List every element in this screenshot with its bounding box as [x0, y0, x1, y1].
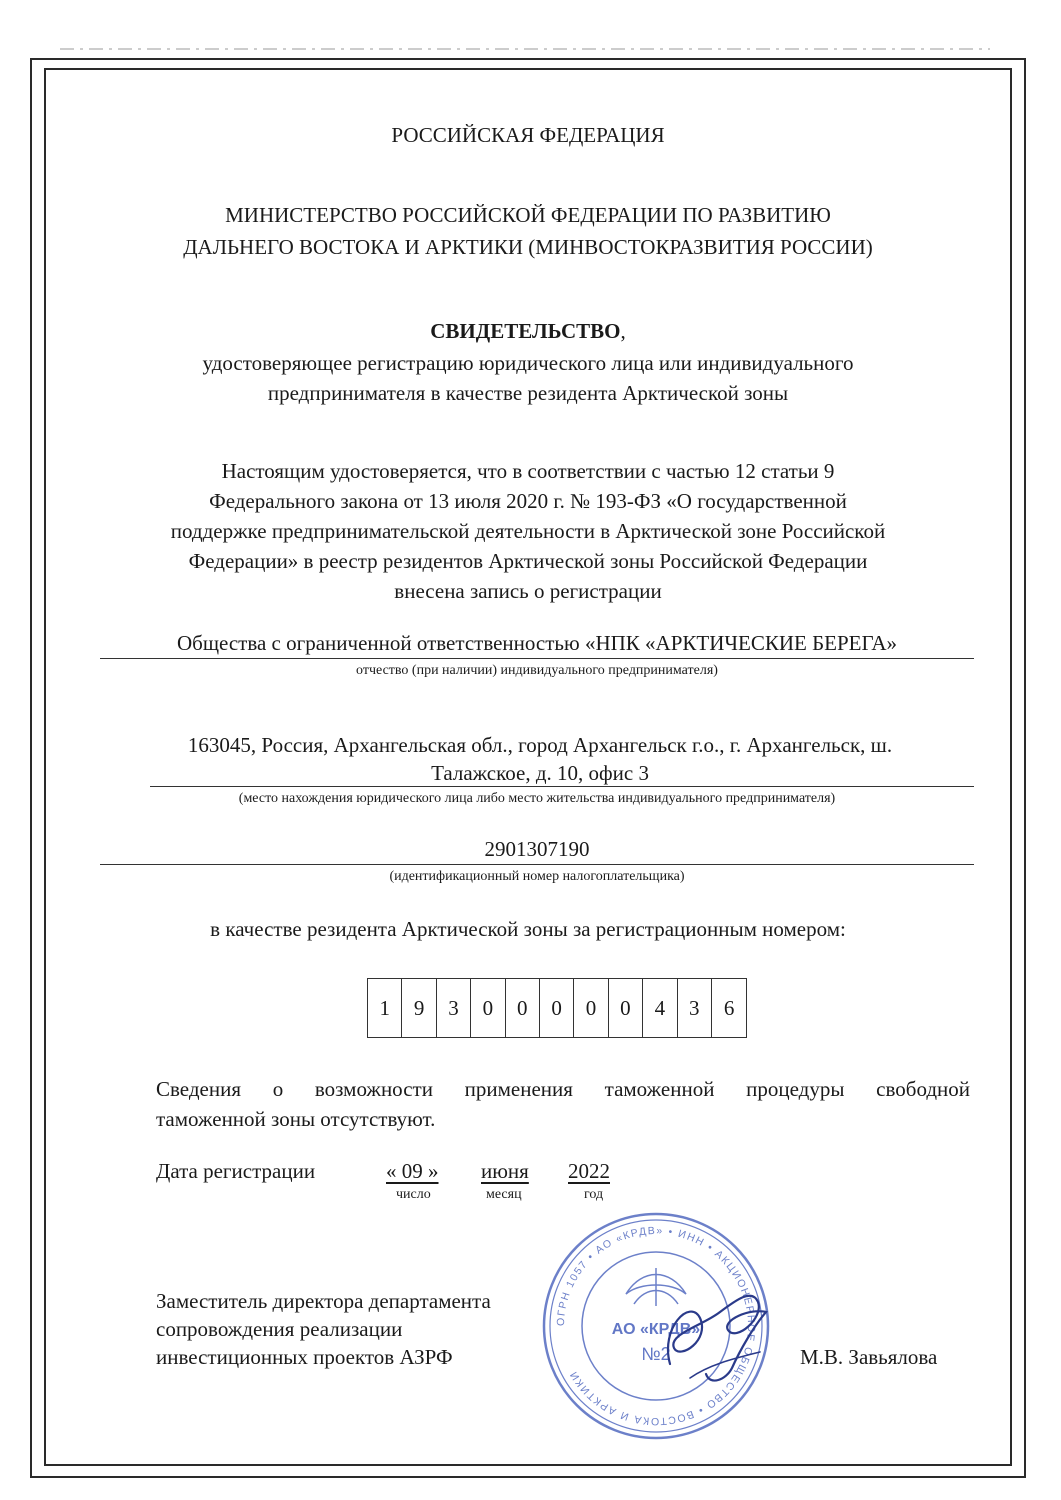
entity-caption: отчество (при наличии) индивидуального предпринимателя)	[356, 663, 718, 678]
reg-digit: 0	[471, 979, 505, 1037]
title-comma: ,	[620, 319, 626, 343]
title-sub-line2: предпринимателя в качестве резидента Арктической зоны	[267, 381, 789, 405]
reg-digit: 0	[540, 979, 574, 1037]
reg-digit: 3	[437, 979, 471, 1037]
address-line1: 163045, Россия, Архангельская обл., город Архангельск г.о., г. Архангельск, ш.	[187, 733, 893, 757]
date-month-caption: месяц	[486, 1187, 522, 1202]
date-month: июня	[481, 1159, 529, 1183]
customs-line1: Сведения о возможности применения таможенной процедуры свободной	[156, 1077, 970, 1101]
date-label: Дата регистрации	[156, 1159, 316, 1183]
body-line5: внесена запись о регистрации	[394, 579, 662, 603]
inn-value: 2901307190	[484, 837, 590, 861]
document-title	[44, 316, 1012, 346]
inn-underline	[100, 864, 974, 865]
signatory-name: М.В. Завьялова	[800, 1345, 938, 1369]
stamp-number: №2	[641, 1344, 671, 1364]
stamp-ring-text: ОГРН 1057 • АО «КРДВ» • ИНН • АКЦИОНЕРНОЕ ОБЩЕСТВО • ВОСТОКА И АРКТИКИ	[554, 1224, 758, 1428]
reg-digit: 0	[574, 979, 608, 1037]
date-day-caption: число	[396, 1187, 431, 1202]
address-line2: Талажское, д. 10, офис 3	[431, 761, 649, 785]
body-line2: Федерального закона от 13 июля 2020 г. № 193-ФЗ «О государственной	[209, 489, 847, 513]
address-underline	[150, 786, 974, 787]
stamp-center-text: АО «КРДВ»	[611, 1321, 701, 1338]
registration-number	[367, 978, 747, 1038]
date-year-caption: год	[584, 1187, 604, 1202]
handwritten-signature	[640, 1268, 780, 1398]
reg-digit: 0	[506, 979, 540, 1037]
entity-underline	[100, 658, 974, 659]
reg-digit: 3	[678, 979, 712, 1037]
date-year: 2022	[568, 1159, 610, 1183]
reg-digit: 4	[643, 979, 677, 1037]
address-caption: (место нахождения юридического лица либо место жительства индивидуального предпринимателя)	[238, 791, 836, 806]
title-main: СВИДЕТЕЛЬСТВО	[430, 319, 621, 343]
title-sub-line1: удостоверяющее регистрацию юридического лица или индивидуального	[202, 351, 854, 375]
signatory-line2: сопровождения реализации	[156, 1317, 403, 1341]
reg-digit: 9	[402, 979, 436, 1037]
reg-digit: 1	[368, 979, 402, 1037]
reg-digit: 0	[609, 979, 643, 1037]
country-heading: РОССИЙСКАЯ ФЕДЕРАЦИЯ	[391, 123, 665, 147]
signatory-line3: инвестиционных проектов АЗРФ	[156, 1345, 453, 1369]
body-line3: поддержке предпринимательской деятельности в Арктической зоне Российской	[170, 519, 886, 543]
signatory-line1: Заместитель директора департамента	[156, 1289, 491, 1313]
registration-intro: в качестве резидента Арктической зоны за регистрационным номером:	[210, 917, 846, 941]
date-day: « 09 »	[386, 1159, 439, 1183]
inn-caption: (идентификационный номер налогоплательщика)	[389, 869, 685, 884]
body-line4: Федерации» в реестр резидентов Арктической зоны Российской Федерации	[188, 549, 868, 573]
ministry-heading-line2: ДАЛЬНЕГО ВОСТОКА И АРКТИКИ (МИНВОСТОКРАЗВИТИЯ РОССИИ)	[183, 235, 873, 259]
customs-line2: таможенной зоны отсутствуют.	[156, 1107, 436, 1131]
scan-artifact	[60, 46, 990, 52]
body-line1: Настоящим удостоверяется, что в соответствии с частью 12 статьи 9	[221, 459, 835, 483]
reg-digit: 6	[723, 995, 735, 1020]
entity-name: Общества с ограниченной ответственностью «НПК «АРКТИЧЕСКИЕ БЕРЕГА»	[176, 631, 898, 655]
ministry-heading-line1: МИНИСТЕРСТВО РОССИЙСКОЙ ФЕДЕРАЦИИ ПО РАЗВИТИЮ	[225, 203, 831, 227]
